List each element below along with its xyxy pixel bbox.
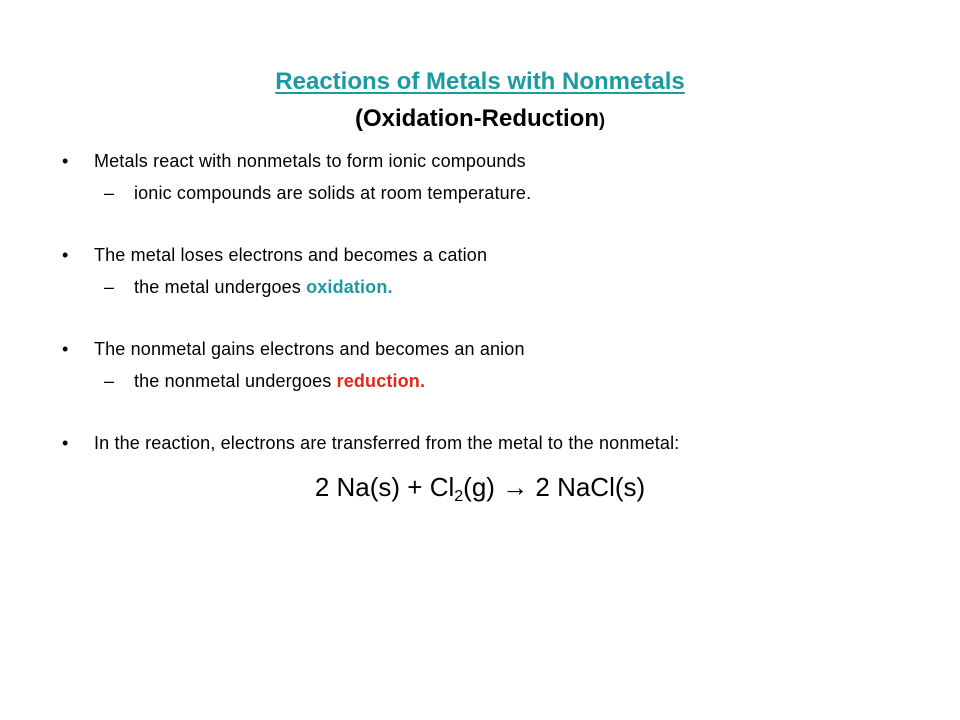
equation-state: (g)	[463, 472, 503, 502]
sub-bullet-1	[62, 177, 922, 209]
chemical-equation	[0, 467, 960, 507]
bullet-item-2	[62, 239, 922, 271]
title-block	[0, 62, 960, 137]
sub-bullet-text: ionic compounds are solids at room temperature.	[134, 183, 532, 203]
sub-bullet-3	[62, 365, 922, 397]
sub-bullet-dash-icon: –	[104, 277, 115, 297]
slide-title: Reactions of Metals with Nonmetals	[275, 68, 685, 95]
equation-reactants: 2 Na(s) + Cl	[314, 472, 455, 502]
bullet-dot-icon: •	[62, 151, 69, 171]
sub-bullet-dash-icon: –	[104, 183, 115, 203]
sub-bullet-2	[62, 271, 922, 303]
bullet-list	[62, 145, 922, 459]
bullet-text: The metal loses electrons and becomes a cation	[94, 245, 488, 265]
bullet-text: The nonmetal gains electrons and becomes an anion	[94, 339, 525, 359]
bullet-text: Metals react with nonmetals to form ionic compounds	[94, 151, 526, 171]
reduction-term: reduction.	[336, 371, 426, 391]
bullet-item-4	[62, 427, 922, 459]
slide-subtitle	[0, 102, 960, 137]
equation-products: 2 NaCl(s)	[528, 472, 646, 502]
sub-bullet-text: the metal undergoes	[134, 277, 307, 297]
bullet-text: In the reaction, electrons are transferred from the metal to the nonmetal:	[94, 433, 680, 453]
bullet-item-3	[62, 333, 922, 365]
bullet-item-1	[62, 145, 922, 177]
bullet-dot-icon: •	[62, 245, 69, 265]
sub-bullet-text: the nonmetal undergoes	[134, 371, 337, 391]
bullet-dot-icon: •	[62, 339, 69, 359]
subtitle-close-paren: )	[598, 110, 605, 130]
equation-subscript: 2	[454, 488, 464, 505]
arrow-icon: →	[502, 472, 529, 502]
bullet-dot-icon: •	[62, 433, 69, 453]
subtitle-main: (Oxidation-Reduction	[355, 105, 599, 132]
oxidation-term: oxidation.	[306, 277, 393, 297]
sub-bullet-dash-icon: –	[104, 371, 115, 391]
